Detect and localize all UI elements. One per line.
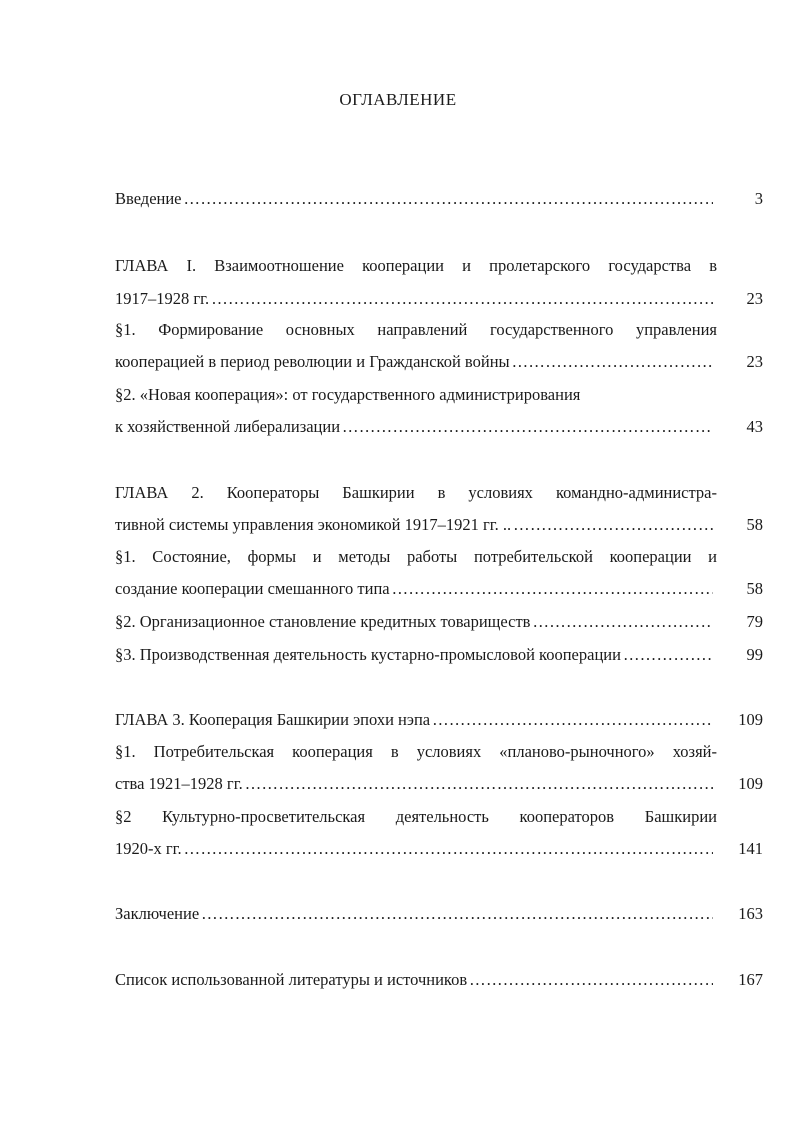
toc-page-number: 58 [746,515,763,534]
toc-chapter-1-cont[interactable] [115,288,763,310]
dot-leader [513,514,713,536]
toc-ch2-section-1[interactable] [115,546,763,568]
page-title: ОГЛАВЛЕНИЕ [339,90,457,109]
toc-chapter-3[interactable] [115,709,763,731]
toc-entry-references[interactable] [115,969,763,991]
toc-entry-text: 1917–1928 гг. [115,289,210,308]
dot-leader [623,644,713,666]
toc-ch1-section-1[interactable] [115,319,763,341]
toc-chapter-2-cont[interactable] [115,514,763,536]
toc-chapter-1[interactable] [115,255,763,277]
toc-entry-text: создание кооперации смешанного типа [115,579,390,598]
toc-entry-intro[interactable] [115,188,763,210]
toc-ch2-section-2[interactable] [115,611,763,633]
toc-page-number: 109 [738,710,763,729]
toc-ch2-section-3[interactable] [115,644,763,666]
toc-page-number: 79 [746,612,763,631]
toc-entry-text: 1920-х гг. [115,839,182,858]
toc-entry-text: Заключение [115,904,200,923]
toc-ch1-section-2-cont[interactable] [115,416,763,438]
toc-page-number: 109 [738,774,763,793]
toc-entry-text: Список использованной литературы и источников [115,970,468,989]
toc-entry-text: ства 1921–1928 гг. [115,774,243,793]
dot-leader [184,188,713,210]
toc-entry-text: §1. Потребительская кооперация в условиях «планово-рыночного» хозяй- [115,742,717,761]
toc-entry-text: к хозяйственной либерализации [115,417,341,436]
toc-entry-text: §1. Формирование основных направлений государственного управления [115,320,717,339]
toc-entry-text: кооперацией в период революции и Гражданской войны [115,352,510,371]
toc-page-number: 163 [738,904,763,923]
toc-entry-text: §2. Организационное становление кредитных товариществ [115,612,531,631]
toc-ch3-section-1[interactable] [115,741,763,763]
toc-page-number: 43 [746,417,763,436]
toc-entry-conclusion[interactable] [115,903,763,925]
toc-entry-text: ГЛАВА 3. Кооперация Башкирии эпохи нэпа [115,710,431,729]
dot-leader [532,611,713,633]
dot-leader [469,969,713,991]
toc-entry-text: тивной системы управления экономикой 1917–1921 гг. .. [115,515,512,534]
dot-leader [512,351,713,373]
dot-leader [392,578,713,600]
toc-page-number: 23 [746,352,763,371]
toc-page-number: 167 [738,970,763,989]
toc-entry-text: ГЛАВА 2. Кооператоры Башкирии в условиях командно-администра- [115,483,717,502]
dot-leader [245,773,713,795]
dot-leader [342,416,713,438]
toc-ch1-section-2[interactable] [115,384,763,406]
toc-ch2-section-1-cont[interactable] [115,578,763,600]
toc-chapter-2[interactable] [115,482,763,504]
toc-page-number: 99 [746,645,763,664]
toc-entry-text: §2. «Новая кооперация»: от государственного администрирования [115,385,581,404]
dot-leader [211,288,713,310]
toc-page-number: 141 [738,839,763,858]
dot-leader [184,838,713,860]
toc-entry-text: Введение [115,189,182,208]
toc-page-number: 3 [754,189,763,208]
toc-ch3-section-1-cont[interactable] [115,773,763,795]
toc-ch3-section-2[interactable] [115,806,763,828]
toc-entry-text: §3. Производственная деятельность кустарно-промысловой кооперации [115,645,621,664]
toc-entry-text: ГЛАВА I. Взаимоотношение кооперации и пролетарского государства в [115,256,717,275]
toc-page-number: 23 [746,289,763,308]
toc-ch3-section-2-cont[interactable] [115,838,763,860]
toc-page-number: 58 [746,579,763,598]
dot-leader [201,903,713,925]
toc-ch1-section-1-cont[interactable] [115,351,763,373]
toc-entry-text: §2 Культурно-просветительская деятельность кооператоров Башкирии [115,807,717,826]
toc-entry-text: §1. Состояние, формы и методы работы потребительской кооперации и [115,547,717,566]
dot-leader [432,709,713,731]
